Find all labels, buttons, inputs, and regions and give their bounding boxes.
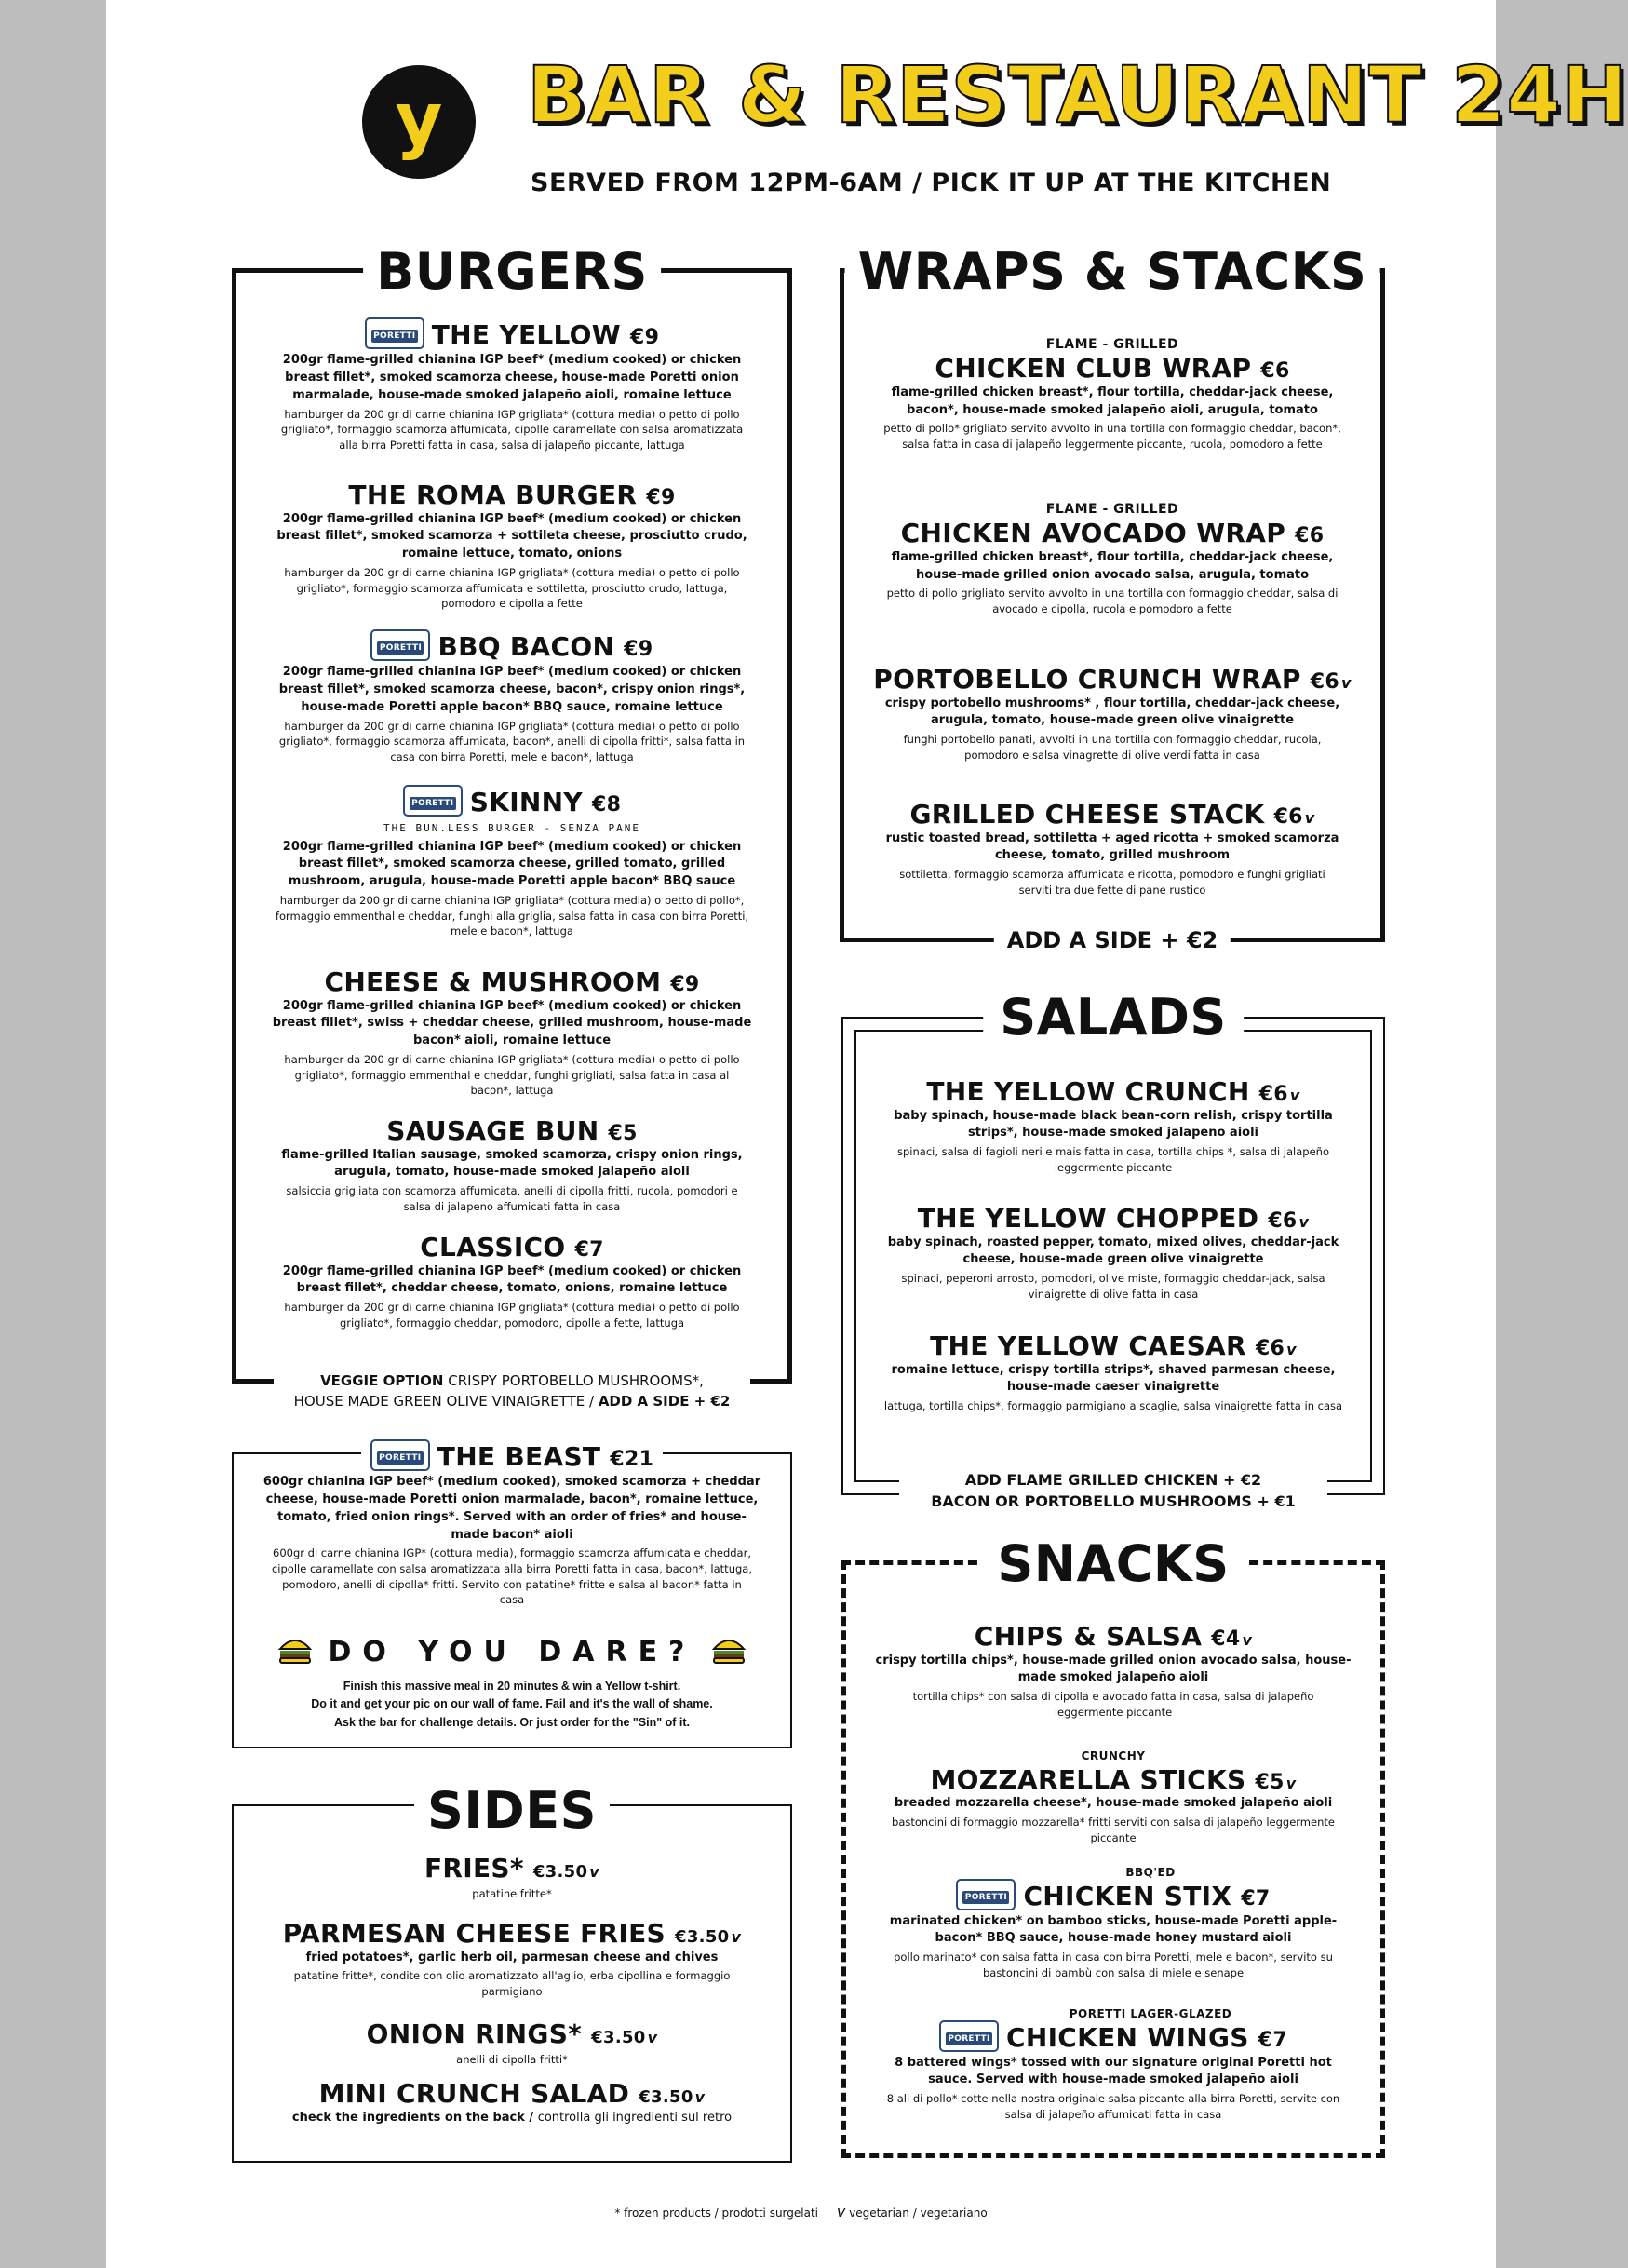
vegetarian-icon: v — [1285, 1774, 1297, 1792]
menu-item-yellow-chopped: THE YELLOW CHOPPED €6 v baby spinach, roasted pepper, tomato, mixed olives, cheddar-jack cheese, house-made green olive vinaigrette spinaci, peperoni arrosto, pomodori, olive miste, formaggio cheddar-jack, salsa vinaigrette di olive fatta in casa — [887, 1203, 1339, 1301]
footnote: * frozen products / prodotti surgelati v vegetarian / vegetariano — [614, 2203, 988, 2221]
vegetarian-icon: v — [836, 2203, 846, 2221]
do-you-dare-heading: DO YOU DARE? — [234, 1639, 790, 1667]
vegetarian-icon: v — [589, 1863, 600, 1881]
vegetarian-icon: v — [1289, 1087, 1300, 1104]
vegetarian-icon: v — [1242, 1631, 1253, 1649]
menu-item-chips-salsa: CHIPS & SALSA €4 v crispy tortilla chips*, house-made grilled onion avocado salsa, house-made smoked jalapeño aioli tortilla chips* con salsa di cipolla e avocado fatta in casa, salsa di jalapeño leggermente piccante — [875, 1621, 1352, 1719]
menu-item-the-beast: PORETTI THE BEAST €21 600gr chianina IGP beef* (medium cooked), smoked scamorza + cheddar cheese, house-made Poretti onion marmalade, bacon*, romaine lettuce, tomato, fried onion rings*. Served with an order of fries* and house-made bacon* aioli 600gr di carne chianina IGP* (cottura media), formaggio scamorza affumicata e cheddar, cipolle caramellate con salsa aromatizzata alla birra Poretti fatta in casa, bacon*, lattuga, pomodoro, anelli di cipolla* fritti. Servito con patatine* fritte e salsa al bacon* fatta in casa — [262, 1441, 761, 1607]
vegetarian-icon: v — [694, 2088, 706, 2106]
menu-item-chicken-wings: PORETTI LAGER-GLAZED PORETTI CHICKEN WINGS €7 8 battered wings* tossed with our signature original Poretti hot sauce. Served with house-made smoked jalapeño aioli 8 ali di pollo* cotte nella nostra originale salsa piccante alla birra Poretti, servite con salsa di jalapeño affumicati fatta in casa — [886, 2007, 1340, 2121]
yellow-logo: y — [362, 65, 476, 179]
menu-item-grilled-cheese-stack: GRILLED CHEESE STACK €6 v rustic toasted bread, sottiletta + aged ricotta + smoked scamorza cheese, tomato, grilled mushroom sottiletta, formaggio scamorza affumicata e ricotta, pomodoro e funghi grigliati serviti tra due fette di pane rustico — [885, 799, 1339, 897]
menu-item-roma-burger: THE ROMA BURGER €9 200gr flame-grilled chianina IGP beef* (medium cooked) or chicken breast fillet*, smoked scamorza + sottileta cheese, prosciutto crudo, romaine lettuce, tomato, onions hamburger da 200 gr di carne chianina IGP grigliata* (cottura media) o petto di pollo grigliato*, formaggio scamorza affumicata e sottiletta, prosciutto crudo, lattuga, pomodoro e cipolla a fette — [276, 479, 747, 611]
poretti-badge-icon: PORETTI — [403, 785, 463, 817]
burgers-title: BURGERS — [363, 239, 661, 304]
dare-description: Finish this massive meal in 20 minutes & win a Yellow t-shirt. Do it and get your pic on our wall of fame. Fail and it's the wall of shame. Ask the bar for challenge details. Or just order for the "Sin" of it. — [311, 1680, 713, 1729]
salads-title: SALADS — [983, 985, 1244, 1050]
menu-item-yellow-crunch: THE YELLOW CRUNCH €6 v baby spinach, house-made black bean-corn relish, crispy tortilla strips*, house-made smoked jalapeño aioli spinaci, salsa di fagioli neri e mais fatta in casa, tortilla chips *, salsa di jalapeño leggermente piccante — [894, 1076, 1333, 1174]
poretti-badge-icon: PORETTI — [370, 1439, 430, 1471]
menu-item-chicken-stix: BBQ'ED PORETTI CHICKEN STIX €7 marinated chicken* on bamboo sticks, house-made Poretti apple-bacon* BBQ sauce, house-made honey mustard aioli pollo marinato* con salsa fatta in casa con birra Poretti, mele e bacon*, servito su bastoncini di bambù con salsa di miele e senape — [889, 1866, 1338, 1979]
snacks-title: SNACKS — [980, 1532, 1245, 1597]
menu-item-the-yellow: PORETTI THE YELLOW €9 200gr flame-grilled chianina IGP beef* (medium cooked) or chicken breast fillet*, smoked scamorza cheese, house-made Poretti onion marmalade, house-made smoked jalapeño aioli, romaine lettuce hamburger da 200 gr di carne chianina IGP grigliata* (cottura media) o petto di pollo grigliato*, formaggio scamorza affumicata, cipolle caramellate con salsa aromatizzata alla birra Poretti fatta in casa, salsa di jalapeño piccante, lattuga — [280, 319, 744, 452]
menu-item-fries: FRIES* €3.50 v patatine fritte* — [424, 1853, 600, 1900]
vegetarian-icon: v — [647, 2029, 658, 2046]
menu-item-chicken-avocado-wrap: FLAME - GRILLED CHICKEN AVOCADO WRAP €6 flame-grilled chicken breast*, flour tortilla, cheddar-jack cheese, house-made grilled onion avocado salsa, arugula, tomato petto di pollo grigliato servito avvolto in una tortilla con formaggio cheddar, salsa di avocado e cipolla, rucola e pomodoro a fette — [886, 502, 1339, 616]
beast-section — [232, 1441, 792, 1748]
salads-footer: ADD FLAME GRILLED CHICKEN + €2 BACON OR PORTOBELLO MUSHROOMS + €1 — [899, 1469, 1327, 1512]
vegetarian-icon: v — [1304, 809, 1315, 827]
burgers-footer: VEGGIE OPTION CRISPY PORTOBELLO MUSHROOMS*, HOUSE MADE GREEN OLIVE VINAIGRETTE / ADD A SIDE + €2 — [274, 1371, 750, 1412]
menu-item-onion-rings: ONION RINGS* €3.50 v anelli di cipolla fritti* — [366, 2018, 658, 2066]
menu-item-classico: CLASSICO €7 200gr flame-grilled chianina IGP beef* (medium cooked) or chicken breast fillet*, cheddar cheese, tomato, onions, romaine lettuce hamburger da 200 gr di carne chianina IGP grigliata* (cottura media) o petto di pollo grigliato*, formaggio cheddar, pomodoro, cipolle a fette, lattuga — [282, 1232, 742, 1330]
vegetarian-icon: v — [1286, 1341, 1297, 1358]
vegetarian-icon: v — [1298, 1213, 1310, 1231]
menu-item-portobello-wrap: PORTOBELLO CRUNCH WRAP €6 v crispy portobello mushrooms* , flour tortilla, cheddar-jack cheese, arugula, tomato, house-made green olive vinaigrette funghi portobello panati, avvolti in una tortilla con formaggio cheddar, rucola, pomodoro e salsa vinagrette di olive verdi fatta in casa — [873, 664, 1352, 762]
page-subtitle: SERVED FROM 12PM-6AM / PICK IT UP AT THE KITCHEN — [531, 169, 1332, 197]
wraps-add-side: ADD A SIDE + €2 — [994, 929, 1231, 952]
burgers-section — [232, 242, 792, 1410]
poretti-badge-icon: PORETTI — [939, 2020, 999, 2052]
menu-item-skinny: PORETTI SKINNY €8 THE BUN.LESS BURGER - SENZA PANE 200gr flame-grilled chianina IGP beef* (medium cooked) or chicken breast fillet*, smoked scamorza cheese, grilled tomato, grilled mushroom, arugula, house-made Poretti apple bacon* BBQ sauce hamburger da 200 gr di carne chianina IGP grigliata* (cottura media) o petto di pollo*, formaggio emmenthal e cheddar, funghi alla griglia, salsa fatta in casa con birra Poretti, mele e bacon*, lattuga — [275, 787, 749, 938]
menu-item-mini-crunch-salad: MINI CRUNCH SALAD €3.50 v check the ingredients on the back / controlla gli ingredienti sul retro — [291, 2078, 733, 2125]
poretti-badge-icon: PORETTI — [370, 629, 430, 661]
wraps-title: WRAPS & STACKS — [845, 239, 1380, 304]
salads-section — [841, 988, 1385, 1511]
menu-item-cheese-mushroom: CHEESE & MUSHROOM €9 200gr flame-grilled chianina IGP beef* (medium cooked) or chicken breast fillet*, swiss + cheddar cheese, grilled mushroom, house-made bacon* aioli, romaine lettuce hamburger da 200 gr di carne chianina IGP grigliata* (cottura media) o petto di pollo grigliato*, formaggio emmenthal e cheddar, funghi grigliati, salsa fatta in casa al bacon*, lattuga — [272, 966, 752, 1098]
sides-title: SIDES — [414, 1778, 610, 1843]
page-title: BAR & RESTAURANT 24H — [527, 49, 1628, 141]
menu-item-yellow-caesar: THE YELLOW CAESAR €6 v romaine lettuce, crispy tortilla strips*, shaved parmesan cheese, house-made caeser vinaigrette lattuga, tortilla chips*, formaggio parmigiano a scaglie, salsa vinaigrette fatta in casa — [883, 1330, 1343, 1413]
vegetarian-icon: v — [731, 1928, 742, 1946]
sides-section — [232, 1781, 792, 2163]
poretti-badge-icon: PORETTI — [365, 317, 424, 349]
vegetarian-icon: v — [1341, 674, 1352, 692]
menu-item-sausage-bun: SAUSAGE BUN €5 flame-grilled Italian sausage, smoked scamorza, crispy onion rings, arugula, tomato, house-made smoked jalapeño aioli salsiccia grigliata con scamorza affumicata, anelli di cipolla fritti, rucola, pomodori e salsa di jalapeno affumicati fatta in casa — [281, 1115, 743, 1213]
poretti-badge-icon: PORETTI — [956, 1879, 1016, 1910]
burger-icon — [278, 1636, 312, 1664]
wraps-section — [840, 242, 1385, 953]
snacks-section — [841, 1534, 1385, 2158]
burger-icon — [712, 1636, 746, 1664]
menu-item-parmesan-fries: PARMESAN CHEESE FRIES €3.50 v fried potatoes*, garlic herb oil, parmesan cheese and chives patatine fritte*, condite con olio aromatizzato all'aglio, erba cipollina e formaggio parmigiano — [282, 1918, 742, 1999]
menu-page — [106, 0, 1628, 2268]
menu-item-mozzarella-sticks: CRUNCHY MOZZARELLA STICKS €5 v breaded mozzarella cheese*, house-made smoked jalapeño aioli bastoncini di formaggio mozzarella* fritti serviti con salsa di jalapeño leggermente piccante — [892, 1749, 1335, 1844]
menu-item-chicken-club-wrap: FLAME - GRILLED CHICKEN CLUB WRAP €6 flame-grilled chicken breast*, flour tortilla, cheddar-jack cheese, bacon*, house-made smoked jalapeño aioli, arugula, tomato petto di pollo* grigliato servito avvolto in una tortilla con formaggio cheddar, bacon*, salsa fatta in casa di jalapeño leggermente piccante, rucola, pomodoro a fette — [883, 337, 1341, 452]
menu-item-bbq-bacon: PORETTI BBQ BACON €9 200gr flame-grilled chianina IGP beef* (medium cooked) or chicken breast fillet*, smoked scamorza cheese, bacon*, crispy onion rings*, house-made Poretti apple bacon* BBQ sauce, romaine lettuce hamburger da 200 gr di carne chianina IGP grigliata* (cottura media) o petto di pollo grigliato*, formaggio scamorza affumicata, bacon*, anelli di cipolla fritti*, salsa fatta in casa con birra Poretti, mele e bacon*, lattuga — [278, 631, 746, 763]
